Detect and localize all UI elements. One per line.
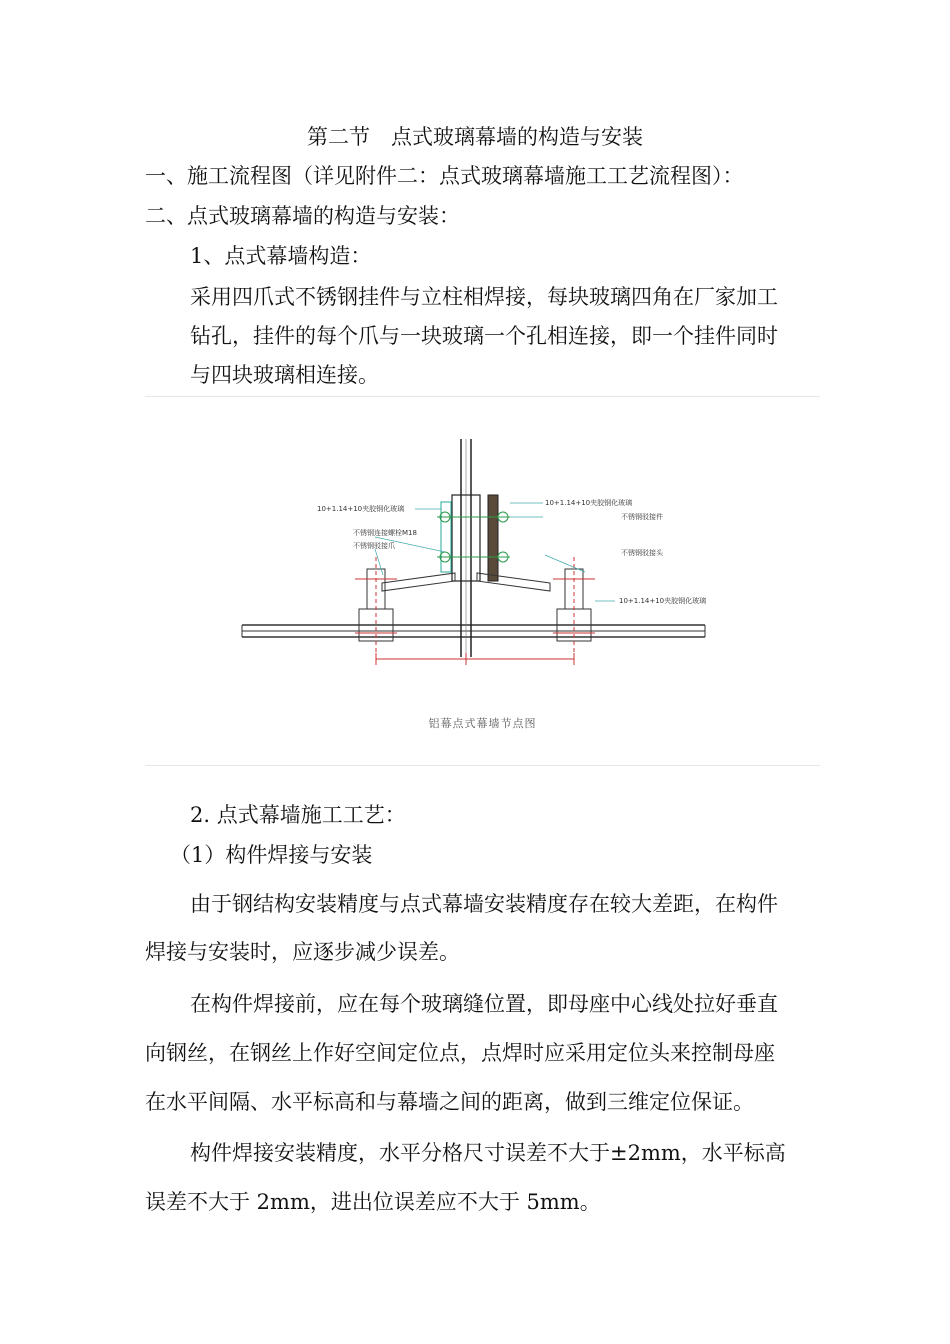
figure-caption: 铝幕点式幕墙节点图 (428, 717, 537, 730)
paragraph-line: 与四块玻璃相连接。 (190, 363, 379, 387)
paragraph-line: 焊接与安装时，应逐步减少误差。 (145, 940, 460, 964)
subheading-process: 2. 点式幕墙施工工艺： (190, 803, 406, 827)
section-title: 第二节 点式玻璃幕墙的构造与安装 (307, 125, 643, 149)
subheading-welding: （1）构件焊接与安装 (170, 843, 373, 867)
construction-heading: 二、点式玻璃幕墙的构造与安装： (145, 204, 460, 228)
paragraph-line: 误差不大于 2mm，进出位误差应不大于 5mm。 (145, 1190, 601, 1214)
subheading-structure: 1、点式幕墙构造： (190, 244, 372, 268)
paragraph-line: 构件焊接安装精度，水平分格尺寸误差不大于±2mm，水平标高 (190, 1141, 786, 1165)
label-bolt: 不锈钢连接螺栓M18 (353, 529, 417, 537)
dimension-line (376, 653, 574, 665)
fin-bolts (437, 512, 510, 562)
vertical-fin (441, 439, 498, 659)
paragraph-line: 在构件焊接前，应在每个玻璃缝位置，即母座中心线处拉好垂直 (190, 992, 778, 1016)
paragraph-line: 向钢丝，在钢丝上作好空间定位点，点焊时应采用定位头来控制母座 (145, 1041, 775, 1065)
label-connector-head: 不锈钢驳接头 (621, 549, 663, 557)
label-connector: 不锈钢驳接件 (621, 513, 663, 521)
node-diagram (145, 397, 820, 765)
label-spider-claw: 不锈钢驳接爪 (353, 542, 395, 550)
right-fitting (553, 557, 595, 657)
paragraph-line: 由于钢结构安装精度与点式幕墙安装精度存在较大差距，在构件 (190, 892, 778, 916)
left-fitting (355, 557, 397, 657)
paragraph-line: 在水平间隔、水平标高和与幕墙之间的距离，做到三维定位保证。 (145, 1090, 754, 1114)
flow-chart-heading: 一、施工流程图（详见附件二：点式玻璃幕墙施工工艺流程图）： (145, 164, 744, 188)
glass-panel (242, 625, 705, 637)
label-glass-left: 10+1.14+10夹胶钢化玻璃 (317, 505, 405, 513)
label-glass-bottom: 10+1.14+10夹胶钢化玻璃 (619, 597, 707, 605)
paragraph-line: 钻孔，挂件的每个爪与一块玻璃一个孔相连接，即一个挂件同时 (190, 324, 778, 348)
node-diagram-figure (145, 396, 820, 766)
label-glass-right: 10+1.14+10夹胶钢化玻璃 (545, 499, 633, 507)
paragraph-line: 采用四爪式不锈钢挂件与立柱相焊接，每块玻璃四角在厂家加工 (190, 285, 778, 309)
